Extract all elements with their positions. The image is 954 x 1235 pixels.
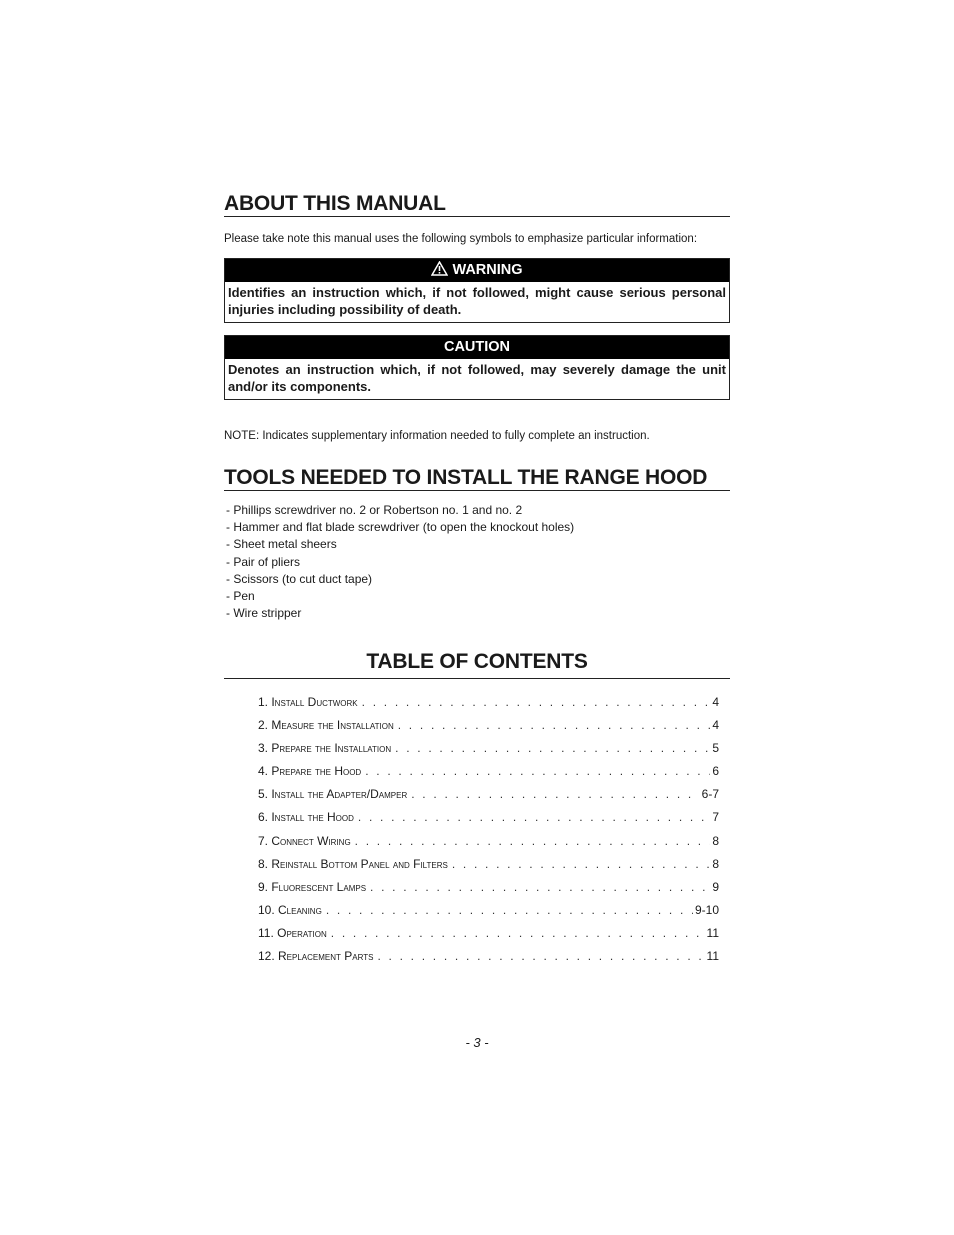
caution-header <box>225 336 729 359</box>
tools-title-rule <box>224 490 730 491</box>
tools-list-item: - Pen <box>226 589 255 604</box>
toc-entry-page: 11 <box>706 925 719 940</box>
toc-leader <box>355 834 711 848</box>
toc-list <box>258 695 719 972</box>
toc-leader <box>377 949 704 963</box>
toc-entry-page: 7 <box>712 810 719 825</box>
toc-entry-label: 6. Install the Hood <box>258 810 354 825</box>
toc-entry-page: 6 <box>712 764 719 779</box>
toc-leader <box>452 857 710 871</box>
tools-list-item: - Sheet metal sheers <box>226 537 337 552</box>
warning-header <box>225 259 729 282</box>
toc-entry-label: 2. Measure the Installation <box>258 718 394 733</box>
caution-text: Denotes an instruction which, if not followed, may severely damage the unit and/or its components. <box>228 362 726 394</box>
toc-entry <box>258 926 719 949</box>
toc-entry-page: 4 <box>712 718 719 733</box>
toc-entry-label: 1. Install Ductwork <box>258 695 358 709</box>
toc-leader <box>362 695 711 709</box>
about-title: ABOUT THIS MANUAL <box>224 192 446 215</box>
toc-entry-label: 3. Prepare the Installation <box>258 741 392 756</box>
toc-entry <box>258 741 719 764</box>
caution-box <box>224 335 730 400</box>
toc-entry <box>258 857 719 880</box>
about-intro: Please take note this manual uses the following symbols to emphasize particular information: <box>224 233 698 245</box>
about-title-rule <box>224 216 730 217</box>
toc-entry-label: 7. Connect Wiring <box>258 833 351 848</box>
toc-entry-label: 10. Cleaning <box>258 902 322 917</box>
tools-list-item: - Phillips screwdriver no. 2 or Robertson no. 1 and no. 2 <box>226 503 523 517</box>
caution-label: CAUTION <box>443 339 511 355</box>
tools-list <box>226 502 574 622</box>
toc-entry <box>258 787 719 810</box>
warning-label: WARNING <box>452 262 523 278</box>
note-text: NOTE: Indicates supplementary information needed to fully complete an instruction. <box>224 430 650 442</box>
toc-leader <box>411 787 699 801</box>
toc-entry-label: 5. Install the Adapter/Damper <box>258 787 408 802</box>
toc-leader <box>370 880 710 894</box>
toc-leader <box>365 764 710 778</box>
toc-entry-page: 6-7 <box>701 787 719 802</box>
toc-entry-page: 11 <box>706 949 719 964</box>
toc-entry-page: 8 <box>712 856 719 871</box>
toc-entry-page: 9 <box>712 879 719 894</box>
toc-entry <box>258 903 719 926</box>
toc-entry-page: 5 <box>712 741 719 756</box>
tools-list-item: - Wire stripper <box>226 606 302 621</box>
toc-leader <box>395 741 710 755</box>
toc-entry <box>258 718 719 741</box>
page-number: - 3 - <box>465 1035 489 1050</box>
toc-title: TABLE OF CONTENTS <box>366 650 588 673</box>
warning-box <box>224 258 730 323</box>
toc-entry <box>258 764 719 787</box>
toc-entry-page: 4 <box>712 695 719 709</box>
tools-list-item: - Scissors (to cut duct tape) <box>226 571 373 586</box>
warning-triangle-icon <box>431 261 448 284</box>
toc-leader <box>326 903 693 917</box>
tools-list-item: - Pair of pliers <box>226 554 301 569</box>
toc-entry <box>258 695 719 718</box>
toc-entry-label: 12. Replacement Parts <box>258 949 374 964</box>
toc-entry <box>258 834 719 857</box>
toc-leader <box>331 926 705 940</box>
tools-list-item: - Hammer and flat blade screwdriver (to open the knockout holes) <box>226 520 575 535</box>
toc-entry-label: 4. Prepare the Hood <box>258 764 362 779</box>
tools-title: TOOLS NEEDED TO INSTALL THE RANGE HOOD <box>224 466 708 489</box>
toc-leader <box>398 718 711 732</box>
toc-entry <box>258 880 719 903</box>
toc-entry-label: 8. Reinstall Bottom Panel and Filters <box>258 856 448 871</box>
toc-entry-label: 9. Fluorescent Lamps <box>258 879 367 894</box>
toc-entry-page: 8 <box>712 833 719 848</box>
toc-entry <box>258 810 719 833</box>
warning-text: Identifies an instruction which, if not followed, might cause serious personal injuries including possibility of death. <box>228 285 726 317</box>
toc-title-rule <box>224 678 730 679</box>
toc-entry <box>258 949 719 972</box>
toc-entry-label: 11. Operation <box>258 925 327 940</box>
toc-leader <box>358 810 710 824</box>
toc-entry-page: 9-10 <box>694 902 719 917</box>
